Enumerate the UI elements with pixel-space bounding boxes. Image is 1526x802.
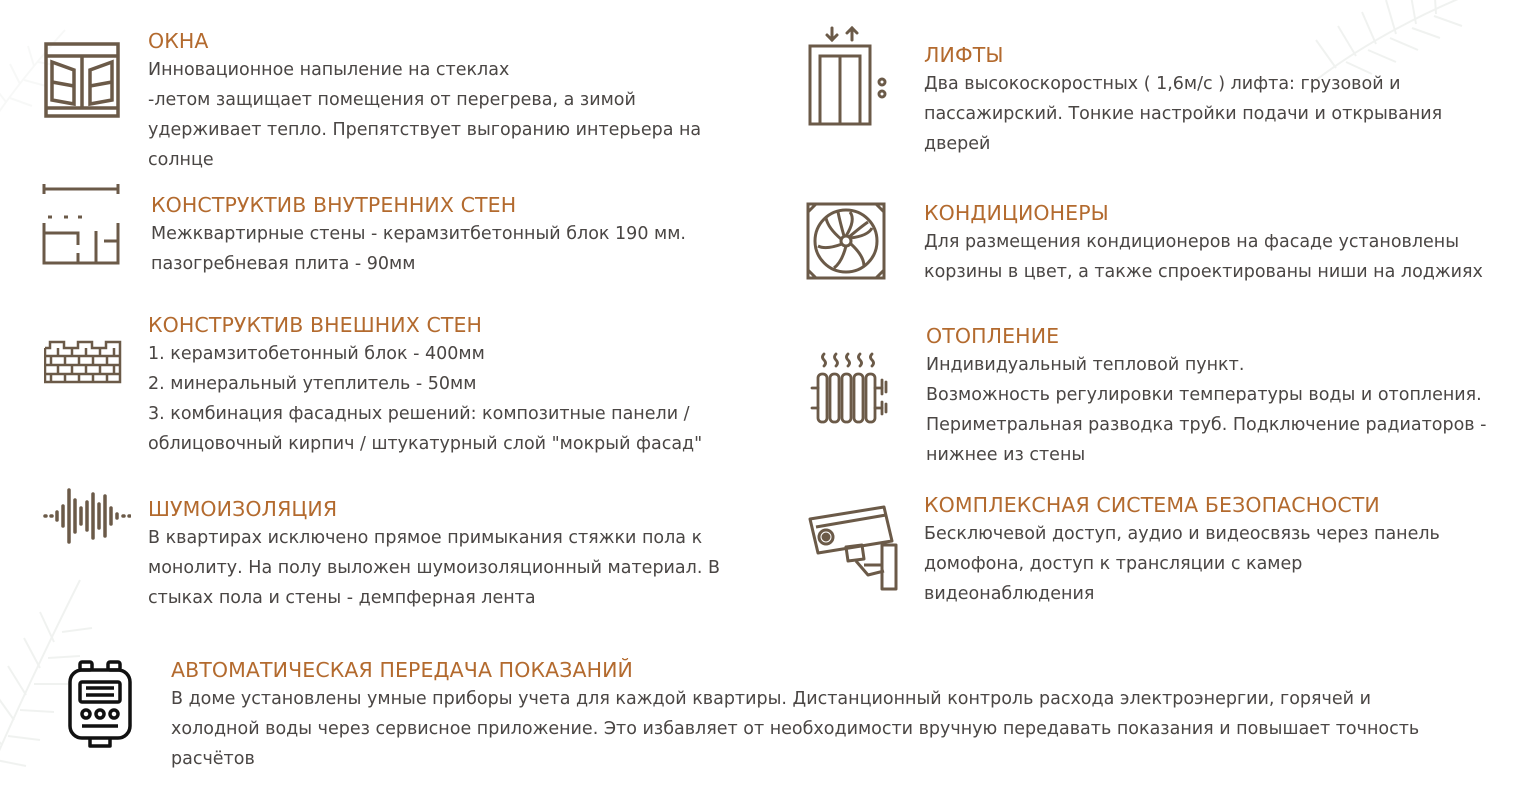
feature-text-line: Межквартирные стены - керамзитбетонный блок 190 мм.	[151, 224, 686, 244]
feature-text-line: В квартирах исключено прямое примыкания стяжки пола к	[148, 528, 703, 548]
floor-plan-icon	[42, 183, 120, 267]
window-icon	[44, 42, 120, 118]
feature-title: КОМПЛЕКСНАЯ СИСТЕМА БЕЗОПАСНОСТИ	[924, 493, 1380, 517]
feature-title: КОНСТРУКТИВ ВНЕШНИХ СТЕН	[148, 313, 483, 337]
feature-title: КОНДИЦИОНЕРЫ	[924, 201, 1109, 225]
feature-text-line: стыках пола и стены - демпферная лента	[148, 588, 536, 608]
feature-heating	[926, 322, 1487, 470]
feature-text-line: Периметральная разводка труб. Подключение радиаторов -	[926, 415, 1487, 435]
feature-soundproofing	[148, 495, 720, 613]
feature-text-line: облицовочный кирпич / штукатурный слой "мокрый фасад"	[148, 434, 703, 454]
feature-title: ЛИФТЫ	[924, 43, 1004, 67]
feature-title: ОТОПЛЕНИЕ	[926, 324, 1060, 348]
feature-text-line: 1. керамзитобетонный блок - 400мм	[148, 344, 485, 364]
feature-title: ШУМОИЗОЛЯЦИЯ	[148, 497, 338, 521]
feature-text-line: холодной воды через сервисное приложение. Это избавляет от необходимости вручную передавать показания и повышает точность	[171, 719, 1420, 739]
feature-outer-walls	[148, 311, 702, 459]
feature-text-line: Два высокоскоростных ( 1,6м/с ) лифта: грузовой и	[924, 74, 1401, 94]
security-camera-icon	[806, 505, 900, 591]
fan-icon	[806, 202, 886, 280]
radiator-icon	[810, 350, 890, 428]
feature-text-line: пазогребневая плита - 90мм	[151, 254, 416, 274]
feature-text-line: нижнее из стены	[926, 445, 1086, 465]
elevator-icon	[806, 24, 890, 126]
feature-security	[924, 491, 1440, 609]
feature-text-line: домофона, доступ к трансляции с камер	[924, 554, 1303, 574]
feature-text-line: удерживает тепло. Препятствует выгоранию интерьера на	[148, 120, 702, 140]
feature-text-line: Для размещения кондиционеров на фасаде установлены	[924, 232, 1460, 252]
feature-title: КОНСТРУКТИВ ВНУТРЕННИХ СТЕН	[151, 193, 517, 217]
feature-text-line: Инновационное напыление на стеклах	[148, 60, 510, 80]
feature-title: ОКНА	[148, 29, 209, 53]
feature-title: АВТОМАТИЧЕСКАЯ ПЕРЕДАЧА ПОКАЗАНИЙ	[171, 658, 633, 682]
meter-icon	[66, 660, 134, 750]
feature-text-line: солнце	[148, 150, 214, 170]
feature-windows	[148, 27, 701, 175]
feature-text-line: 3. комбинация фасадных решений: композитные панели /	[148, 404, 690, 424]
feature-inner-walls	[151, 191, 686, 279]
feature-text-line: монолиту. На полу выложен шумоизоляционный материал. В	[148, 558, 720, 578]
feature-elevators	[924, 41, 1442, 159]
brick-wall-icon	[44, 340, 122, 384]
feature-air-conditioners	[924, 199, 1483, 287]
feature-text-line: дверей	[924, 134, 991, 154]
feature-text-line: пассажирский. Тонкие настройки подачи и открывания	[924, 104, 1443, 124]
feature-text-line: расчётов	[171, 749, 255, 769]
feature-text-line: видеонаблюдения	[924, 584, 1095, 604]
feature-text-line: Индивидуальный тепловой пункт.	[926, 355, 1245, 375]
feature-text-line: В доме установлены умные приборы учета для каждой квартиры. Дистанционный контроль расхода электроэнергии, горячей и	[171, 689, 1371, 709]
feature-text-line: Бесключевой доступ, аудио и видеосвязь через панель	[924, 524, 1440, 544]
feature-text-line: Возможность регулировки температуры воды и отопления.	[926, 385, 1482, 405]
sound-wave-icon	[43, 488, 131, 544]
feature-meter-reading	[171, 656, 1419, 774]
feature-text-line: 2. минеральный утеплитель - 50мм	[148, 374, 477, 394]
feature-text-line: корзины в цвет, а также спроектированы ниши на лоджиях	[924, 262, 1483, 282]
feature-text-line: -летом защищает помещения от перегрева, а зимой	[148, 90, 636, 110]
